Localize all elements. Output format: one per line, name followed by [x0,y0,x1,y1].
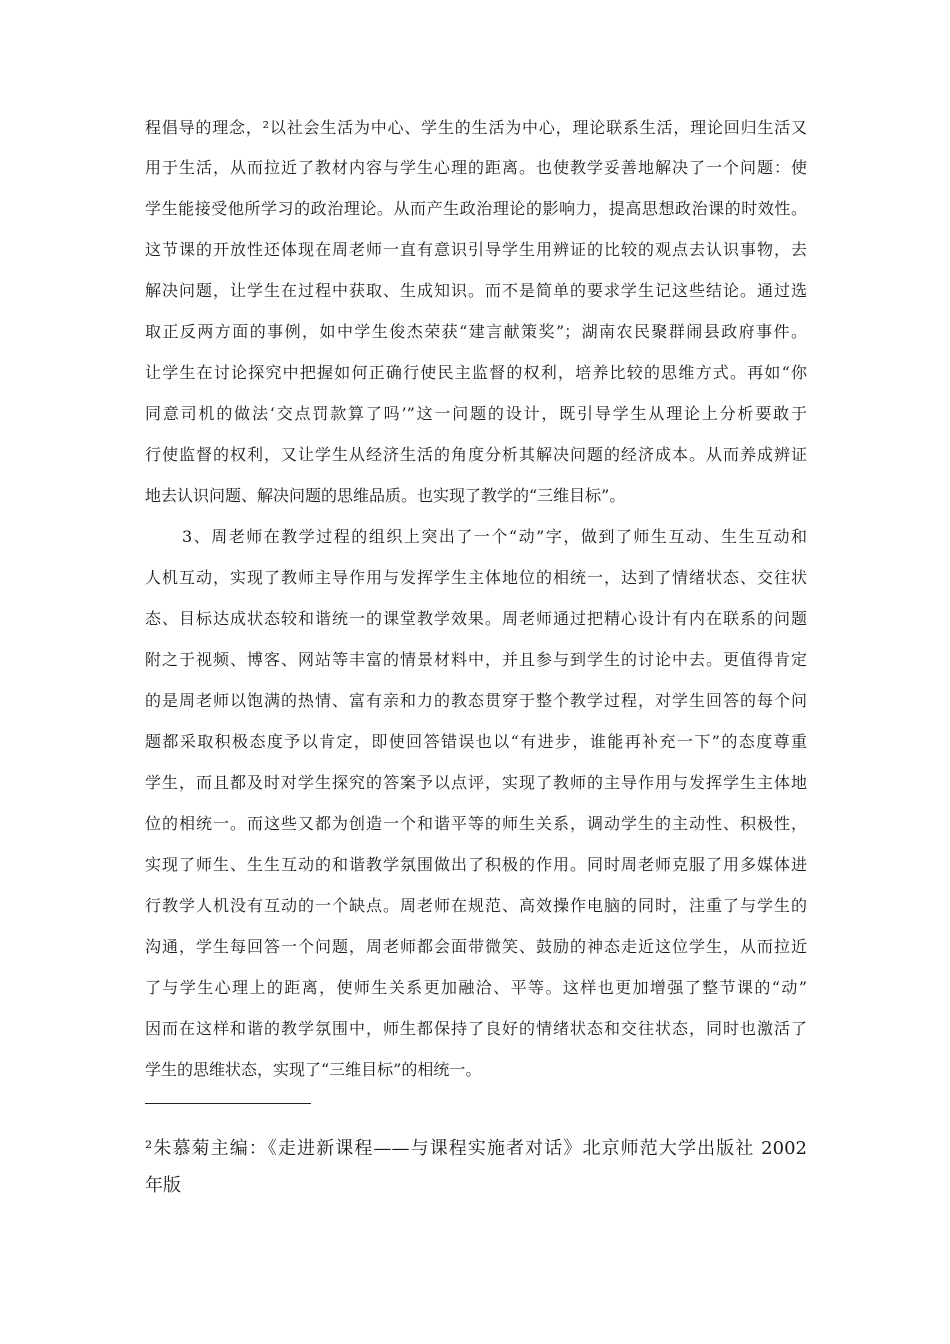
body-line-10: 地去认识问题、解决问题的思维品质。也实现了教学的“三维目标”。 [145,486,626,505]
footnote-line-1: ²朱慕菊主编：《走进新课程——与课程实施者对话》北京师范大学出版社 2002 [145,1138,807,1159]
body-line-12: 人机互动，实现了教师主导作用与发挥学生主体地位的相统一，达到了情绪状态、交往状 [145,568,807,587]
body-line-6: 取正反两方面的事例，如中学生俊杰荣获“建言献策奖”；湖南农民聚群闹县政府事件。 [145,322,807,341]
body-line-4: 这节课的开放性还体现在周老师一直有意识引导学生用辨证的比较的观点去认识事物，去 [145,240,807,259]
body-line-16: 题都采取积极态度予以肯定，即使回答错误也以“有进步，谁能再补充一下”的态度尊重 [145,732,807,751]
body-line-11: 3、周老师在教学过程的组织上突出了一个“动”字，做到了师生互动、生生互动和 [182,527,807,546]
body-line-17: 学生，而且都及时对学生探究的答案予以点评，实现了教师的主导作用与发挥学生主体地 [145,773,807,792]
body-line-21: 沟通，学生每回答一个问题，周老师都会面带微笑、鼓励的神态走近这位学生，从而拉近 [145,937,807,956]
body-line-2: 用于生活，从而拉近了教材内容与学生心理的距离。也使教学妥善地解决了一个问题：使 [145,158,807,177]
body-line-3: 学生能接受他所学习的政治理论。从而产生政治理论的影响力，提高思想政治课的时效性。 [145,199,807,218]
body-line-20: 行教学人机没有互动的一个缺点。周老师在规范、高效操作电脑的同时，注重了与学生的 [145,896,807,915]
body-line-22: 了与学生心理上的距离，使师生关系更加融洽、平等。这样也更加增强了整节课的“动” [145,978,807,997]
body-line-7: 让学生在讨论探究中把握如何正确行使民主监督的权利，培养比较的思维方式。再如“你 [145,363,807,382]
footnote-separator [145,1103,311,1104]
body-line-23: 因而在这样和谐的教学氛围中，师生都保持了良好的情绪状态和交往状态，同时也激活了 [145,1019,807,1038]
body-line-15: 的是周老师以饱满的热情、富有亲和力的教态贯穿于整个教学过程，对学生回答的每个问 [145,691,807,710]
body-line-8: 同意司机的做法‘交点罚款算了吗’”这一问题的设计，既引导学生从理论上分析要敢于 [145,404,807,423]
body-line-1: 程倡导的理念，²以社会生活为中心、学生的生活为中心，理论联系生活，理论回归生活又 [145,118,807,137]
body-line-14: 附之于视频、博客、网站等丰富的情景材料中，并且参与到学生的讨论中去。更值得肯定 [145,650,807,669]
footnote-line-2: 年版 [145,1175,181,1196]
body-line-13: 态、目标达成状态较和谐统一的课堂教学效果。周老师通过把精心设计有内在联系的问题 [145,609,807,628]
body-line-19: 实现了师生、生生互动的和谐教学氛围做出了积极的作用。同时周老师克服了用多媒体进 [145,855,807,874]
body-line-18: 位的相统一。而这些又都为创造一个和谐平等的师生关系，调动学生的主动性、积极性， [145,814,807,833]
body-line-24: 学生的思维状态，实现了“三维目标”的相统一。 [145,1060,482,1079]
body-line-5: 解决问题，让学生在过程中获取、生成知识。而不是简单的要求学生记这些结论。通过选 [145,281,807,300]
body-line-9: 行使监督的权利，又让学生从经济生活的角度分析其解决问题的经济成本。从而养成辨证 [145,445,807,464]
